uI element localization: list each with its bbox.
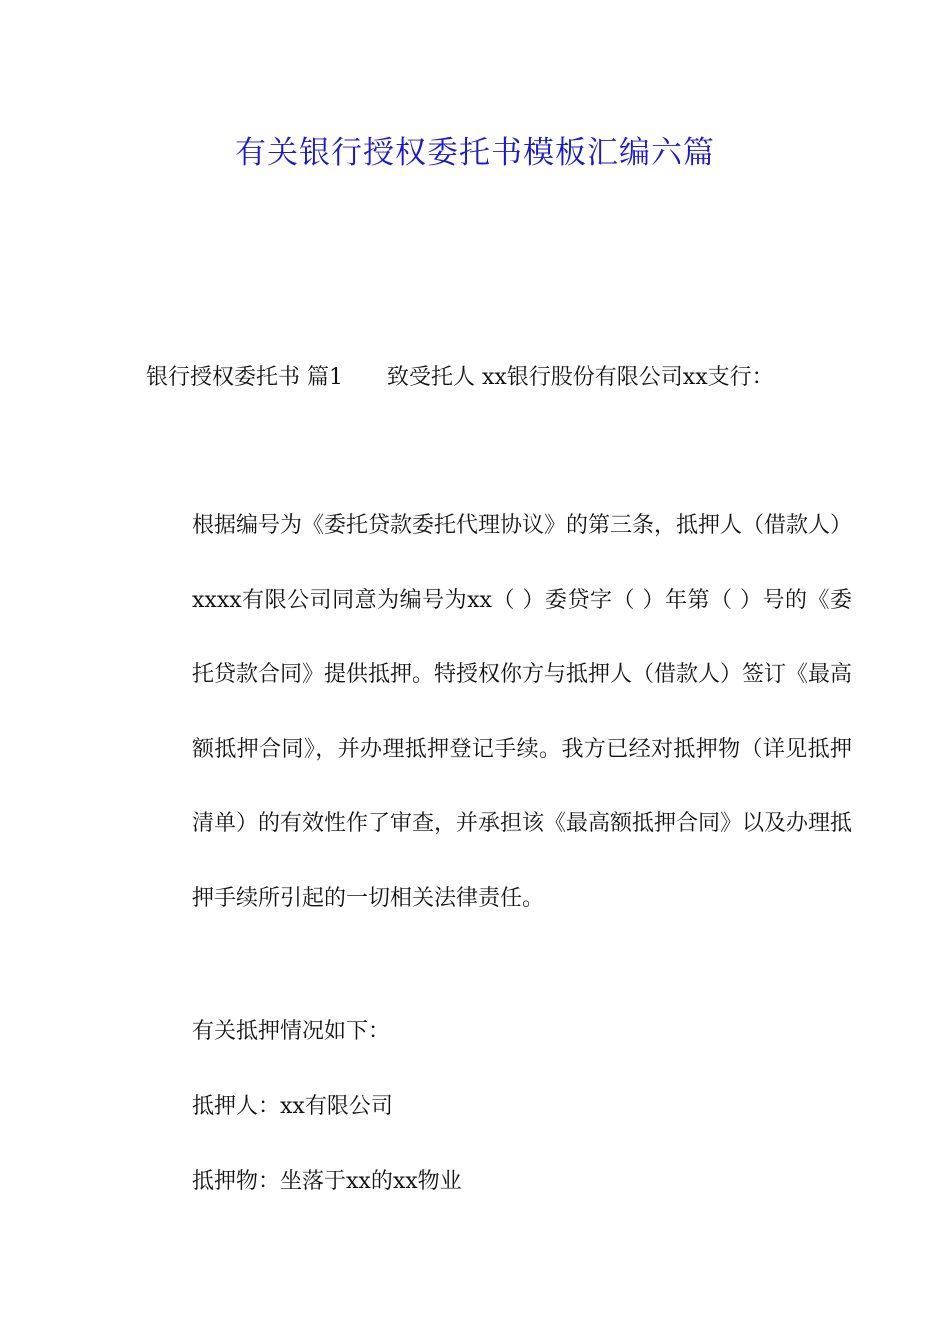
paragraph-mortgagor-text: 抵押人：xx有限公司 <box>192 1094 393 1119</box>
paragraph-collateral <box>146 1163 852 1200</box>
paragraph-mortgage-heading-text: 有关抵押情况如下： <box>192 1019 391 1044</box>
paragraph-intro-text: 银行授权委托书 篇1 致受托人 xx银行股份有限公司xx支行： <box>146 365 774 390</box>
paragraph-mortgage-heading <box>146 1013 852 1050</box>
paragraph-collateral-text: 抵押物：坐落于xx的xx物业 <box>192 1169 462 1194</box>
paragraph-intro <box>146 341 806 415</box>
paragraph-mortgagor <box>146 1088 852 1125</box>
paragraph-authorization-text: 根据编号为《委托贷款委托代理协议》的第三条，抵押人（借款人）xxxx有限公司同意为编号为xx（ ）委贷字（ ）年第（ ）号的《委托贷款合同》提供抵押。特授权你方与抵押人（借款人）签订《最高额抵押合同》，并办理抵押登记手续。我方已经对抵押物（详见抵押清单）的有效性作了审查，并承担该《最高额抵押合同》以及办理抵押手续所引起的一切相关法律责任。 <box>192 513 853 911</box>
page-title: 有关银行授权委托书模板汇编六篇 <box>235 135 715 171</box>
paragraph-authorization <box>146 489 852 937</box>
